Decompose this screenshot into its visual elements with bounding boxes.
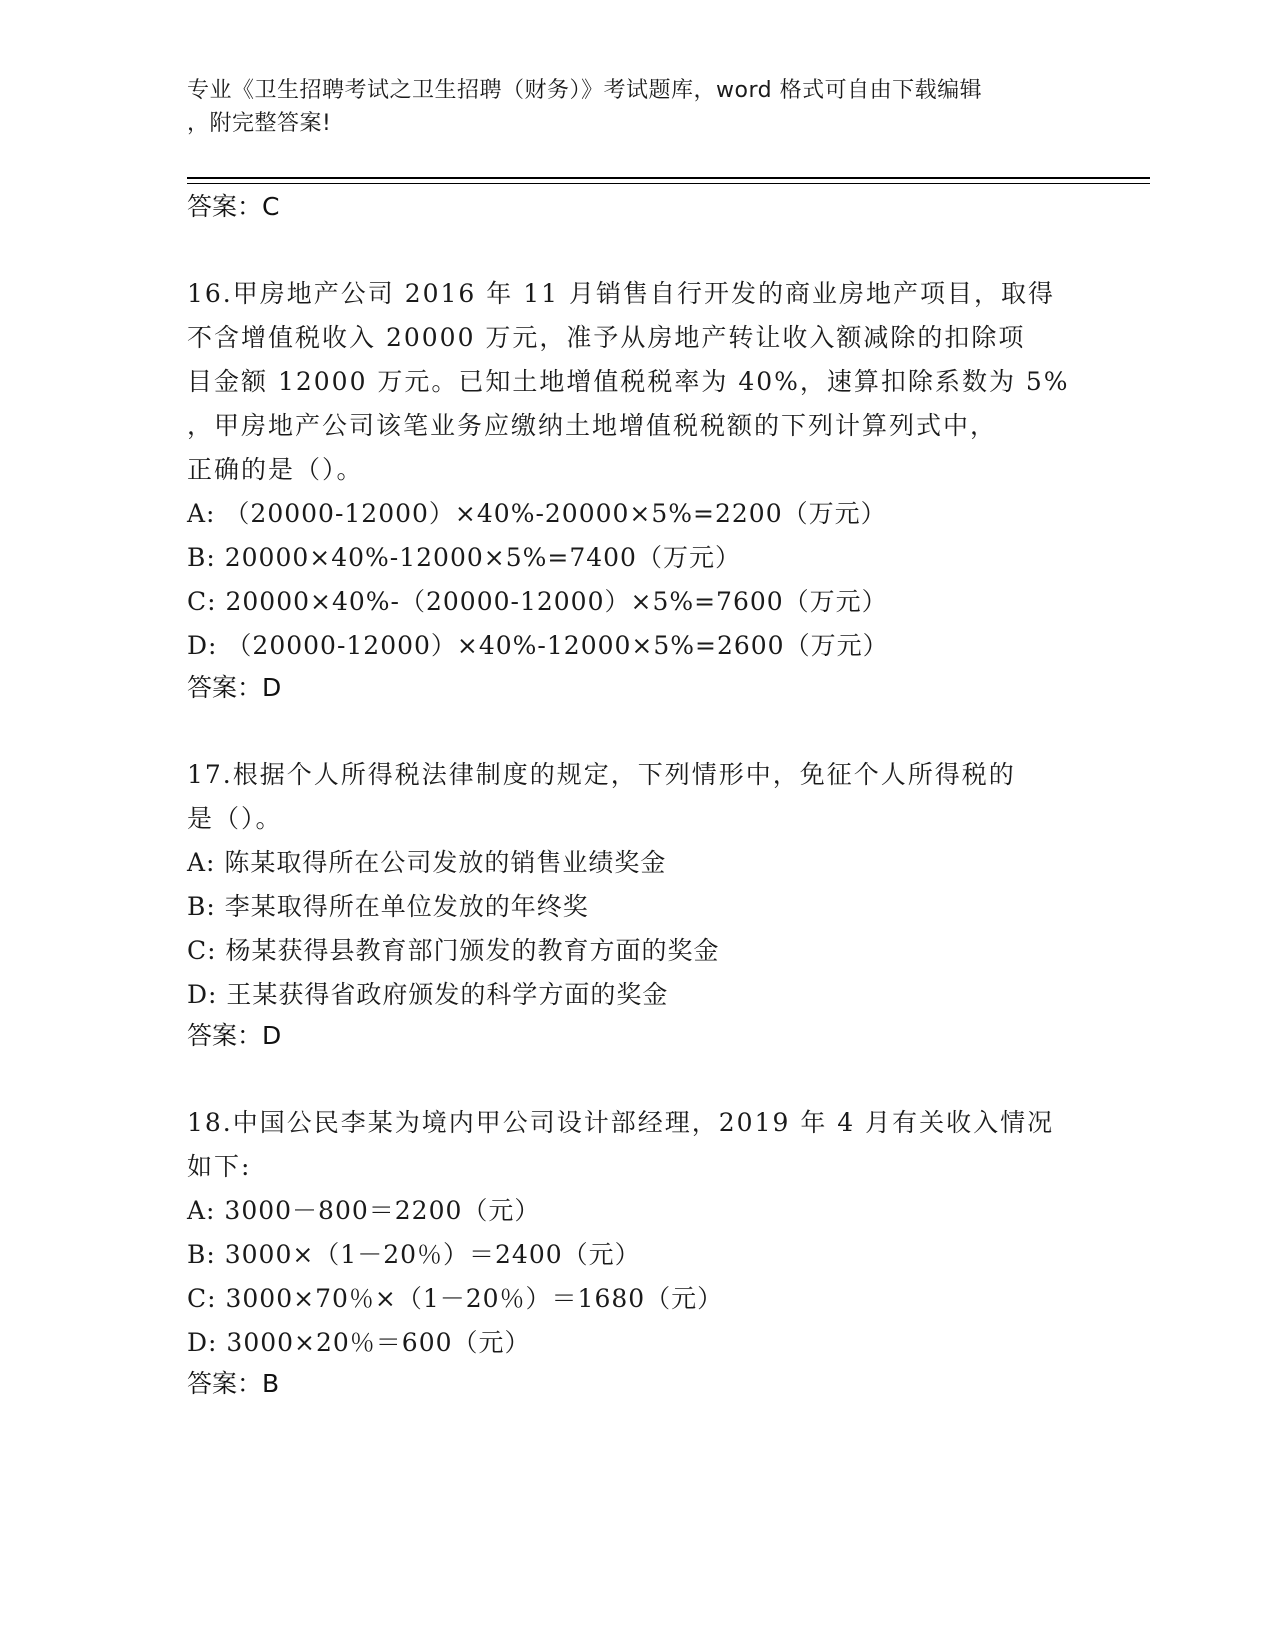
header-line-2: ，附完整答案! xyxy=(187,111,332,136)
answer-15: 答案：C xyxy=(187,192,280,221)
question-16-line-4: ，甲房地产公司该笔业务应缴纳土地增值税税额的下列计算列式中， xyxy=(187,411,998,440)
question-17-line-1: 17.根据个人所得税法律制度的规定，下列情形中，免征个人所得税的 xyxy=(187,760,1016,789)
question-17-option-c: C: 杨某获得县教育部门颁发的教育方面的奖金 xyxy=(187,936,720,965)
answer-18: 答案：B xyxy=(187,1369,280,1398)
question-16-line-1: 16.甲房地产公司 2016 年 11 月销售自行开发的商业房地产项目，取得 xyxy=(187,279,1055,308)
question-16-line-5: 正确的是（）。 xyxy=(187,455,364,484)
question-16-option-b: B: 20000×40%-12000×5%=7400（万元） xyxy=(187,543,741,572)
question-17-option-b: B: 李某取得所在单位发放的年终奖 xyxy=(187,892,589,921)
question-16-option-c: C: 20000×40%-（20000-12000）×5%=7600（万元） xyxy=(187,587,888,616)
question-18-line-1: 18.中国公民李某为境内甲公司设计部经理，2019 年 4 月有关收入情况 xyxy=(187,1108,1055,1137)
question-18-line-2: 如下: xyxy=(187,1152,252,1181)
question-17-option-a: A: 陈某取得所在公司发放的销售业绩奖金 xyxy=(187,848,667,877)
question-18-option-d: D: 3000×20％＝600（元） xyxy=(187,1328,531,1357)
header-rule-thin xyxy=(187,183,1150,184)
header-line-1: 专业《卫生招聘考试之卫生招聘（财务）》考试题库，word 格式可自由下载编辑 xyxy=(187,78,983,103)
question-18-option-a: A: 3000－800＝2200（元） xyxy=(187,1196,541,1225)
header-rule-thick xyxy=(187,177,1150,179)
question-16-line-3: 目金额 12000 万元。已知土地增值税税率为 40%，速算扣除系数为 5% xyxy=(187,367,1070,396)
answer-16: 答案：D xyxy=(187,673,282,702)
question-17-line-2: 是（）。 xyxy=(187,804,283,833)
question-16-line-2: 不含增值税收入 20000 万元，准予从房地产转让收入额减除的扣除项 xyxy=(187,323,1026,352)
document-header xyxy=(187,74,1087,140)
question-16-option-d: D: （20000-12000）×40%-12000×5%=2600（万元） xyxy=(187,631,889,660)
answer-17: 答案：D xyxy=(187,1021,282,1050)
question-16-option-a: A: （20000-12000）×40%-20000×5%=2200（万元） xyxy=(187,499,887,528)
question-18-option-b: B: 3000×（1－20％）＝2400（元） xyxy=(187,1240,641,1269)
question-18-option-c: C: 3000×70％×（1－20％）＝1680（元） xyxy=(187,1284,724,1313)
question-17-option-d: D: 王某获得省政府颁发的科学方面的奖金 xyxy=(187,980,669,1009)
